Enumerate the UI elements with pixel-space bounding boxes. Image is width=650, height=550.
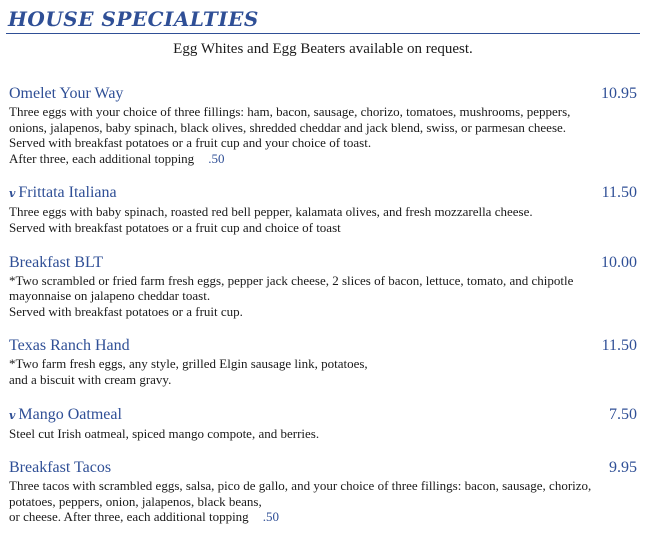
description-line: *Two scrambled or fried farm fresh eggs, pepper jack cheese, 2 slices of bacon, lettuce, tomato, and chipotle (9, 272, 574, 288)
menu-item-list (9, 84, 637, 542)
description-line: mayonnaise on jalapeno cheddar toast. (9, 288, 211, 304)
menu-item-description (9, 356, 637, 387)
menu-item (9, 253, 637, 320)
menu-item-header (9, 183, 637, 204)
menu-item-price: 10.00 (601, 253, 637, 271)
menu-item-name: v Mango Oatmeal (9, 405, 122, 426)
description-line: After three, each additional topping .50 (9, 150, 225, 166)
menu-item-description (9, 426, 637, 442)
description-line: Served with breakfast potatoes or a fruit cup and choice of toast (9, 219, 341, 235)
description-line: *Two farm fresh eggs, any style, grilled Elgin sausage link, potatoes, (9, 356, 368, 372)
menu-item-header (9, 405, 637, 426)
additional-topping-price: .50 (262, 509, 279, 525)
menu-item-header (9, 458, 637, 478)
description-line: Three tacos with scrambled eggs, salsa, pico de gallo, and your choice of three fillings: bacon, sausage, chorizo, (9, 478, 592, 494)
description-line: Served with breakfast potatoes or a fruit cup and your choice of toast. (9, 135, 372, 151)
menu-item-name: Omelet Your Way (9, 85, 124, 102)
menu-item-description (9, 204, 637, 235)
menu-item-header (9, 336, 637, 356)
description-line: potatoes, peppers, onion, jalapenos, black beans, (9, 493, 262, 509)
menu-item (9, 405, 637, 442)
menu-item (9, 84, 637, 166)
description-line: Served with breakfast potatoes or a fruit cup. (9, 303, 243, 319)
menu-item-header (9, 84, 637, 104)
description-line: Steel cut Irish oatmeal, spiced mango compote, and berries. (9, 425, 320, 441)
menu-item-header (9, 253, 637, 273)
vegetarian-icon: v (9, 408, 16, 422)
egg-substitution-note: Egg Whites and Egg Beaters available on request. (173, 41, 473, 57)
menu-item-name: Breakfast BLT (9, 253, 104, 271)
description-line: and a biscuit with cream gravy. (9, 371, 172, 387)
description-line: Three eggs with baby spinach, roasted red bell pepper, kalamata olives, and fresh mozzarella cheese. (9, 204, 533, 220)
menu-item-price: 11.50 (601, 184, 637, 202)
menu-item-price: 11.50 (601, 337, 637, 355)
menu-item-name: Breakfast Tacos (9, 459, 112, 477)
menu-item-price: 10.95 (601, 85, 637, 102)
menu-item (9, 336, 637, 387)
description-line: onions, jalapenos, baby spinach, black olives, shredded cheddar and jack blend, swiss, or parmesan cheese. (9, 119, 567, 135)
menu-item-description (9, 273, 637, 320)
menu-item-name: v Frittata Italiana (9, 183, 117, 204)
menu-item (9, 458, 637, 525)
menu-item-price: 7.50 (609, 405, 637, 423)
menu-item-price: 9.95 (609, 459, 637, 477)
additional-topping-price: .50 (208, 150, 225, 166)
description-line: Three eggs with your choice of three fillings: ham, bacon, sausage, chorizo, tomatoes, mushrooms, peppers, (9, 104, 571, 119)
section-title: HOUSE SPECIALTIES (8, 7, 259, 31)
title-divider (6, 33, 640, 34)
description-line: or cheese. After three, each additional topping .50 (9, 509, 279, 525)
menu-item-description (9, 478, 637, 525)
menu-item-description (9, 104, 637, 166)
menu-section-header (6, 6, 640, 58)
menu-item (9, 183, 637, 235)
vegetarian-icon: v (9, 187, 16, 201)
menu-item-name: Texas Ranch Hand (9, 337, 130, 355)
